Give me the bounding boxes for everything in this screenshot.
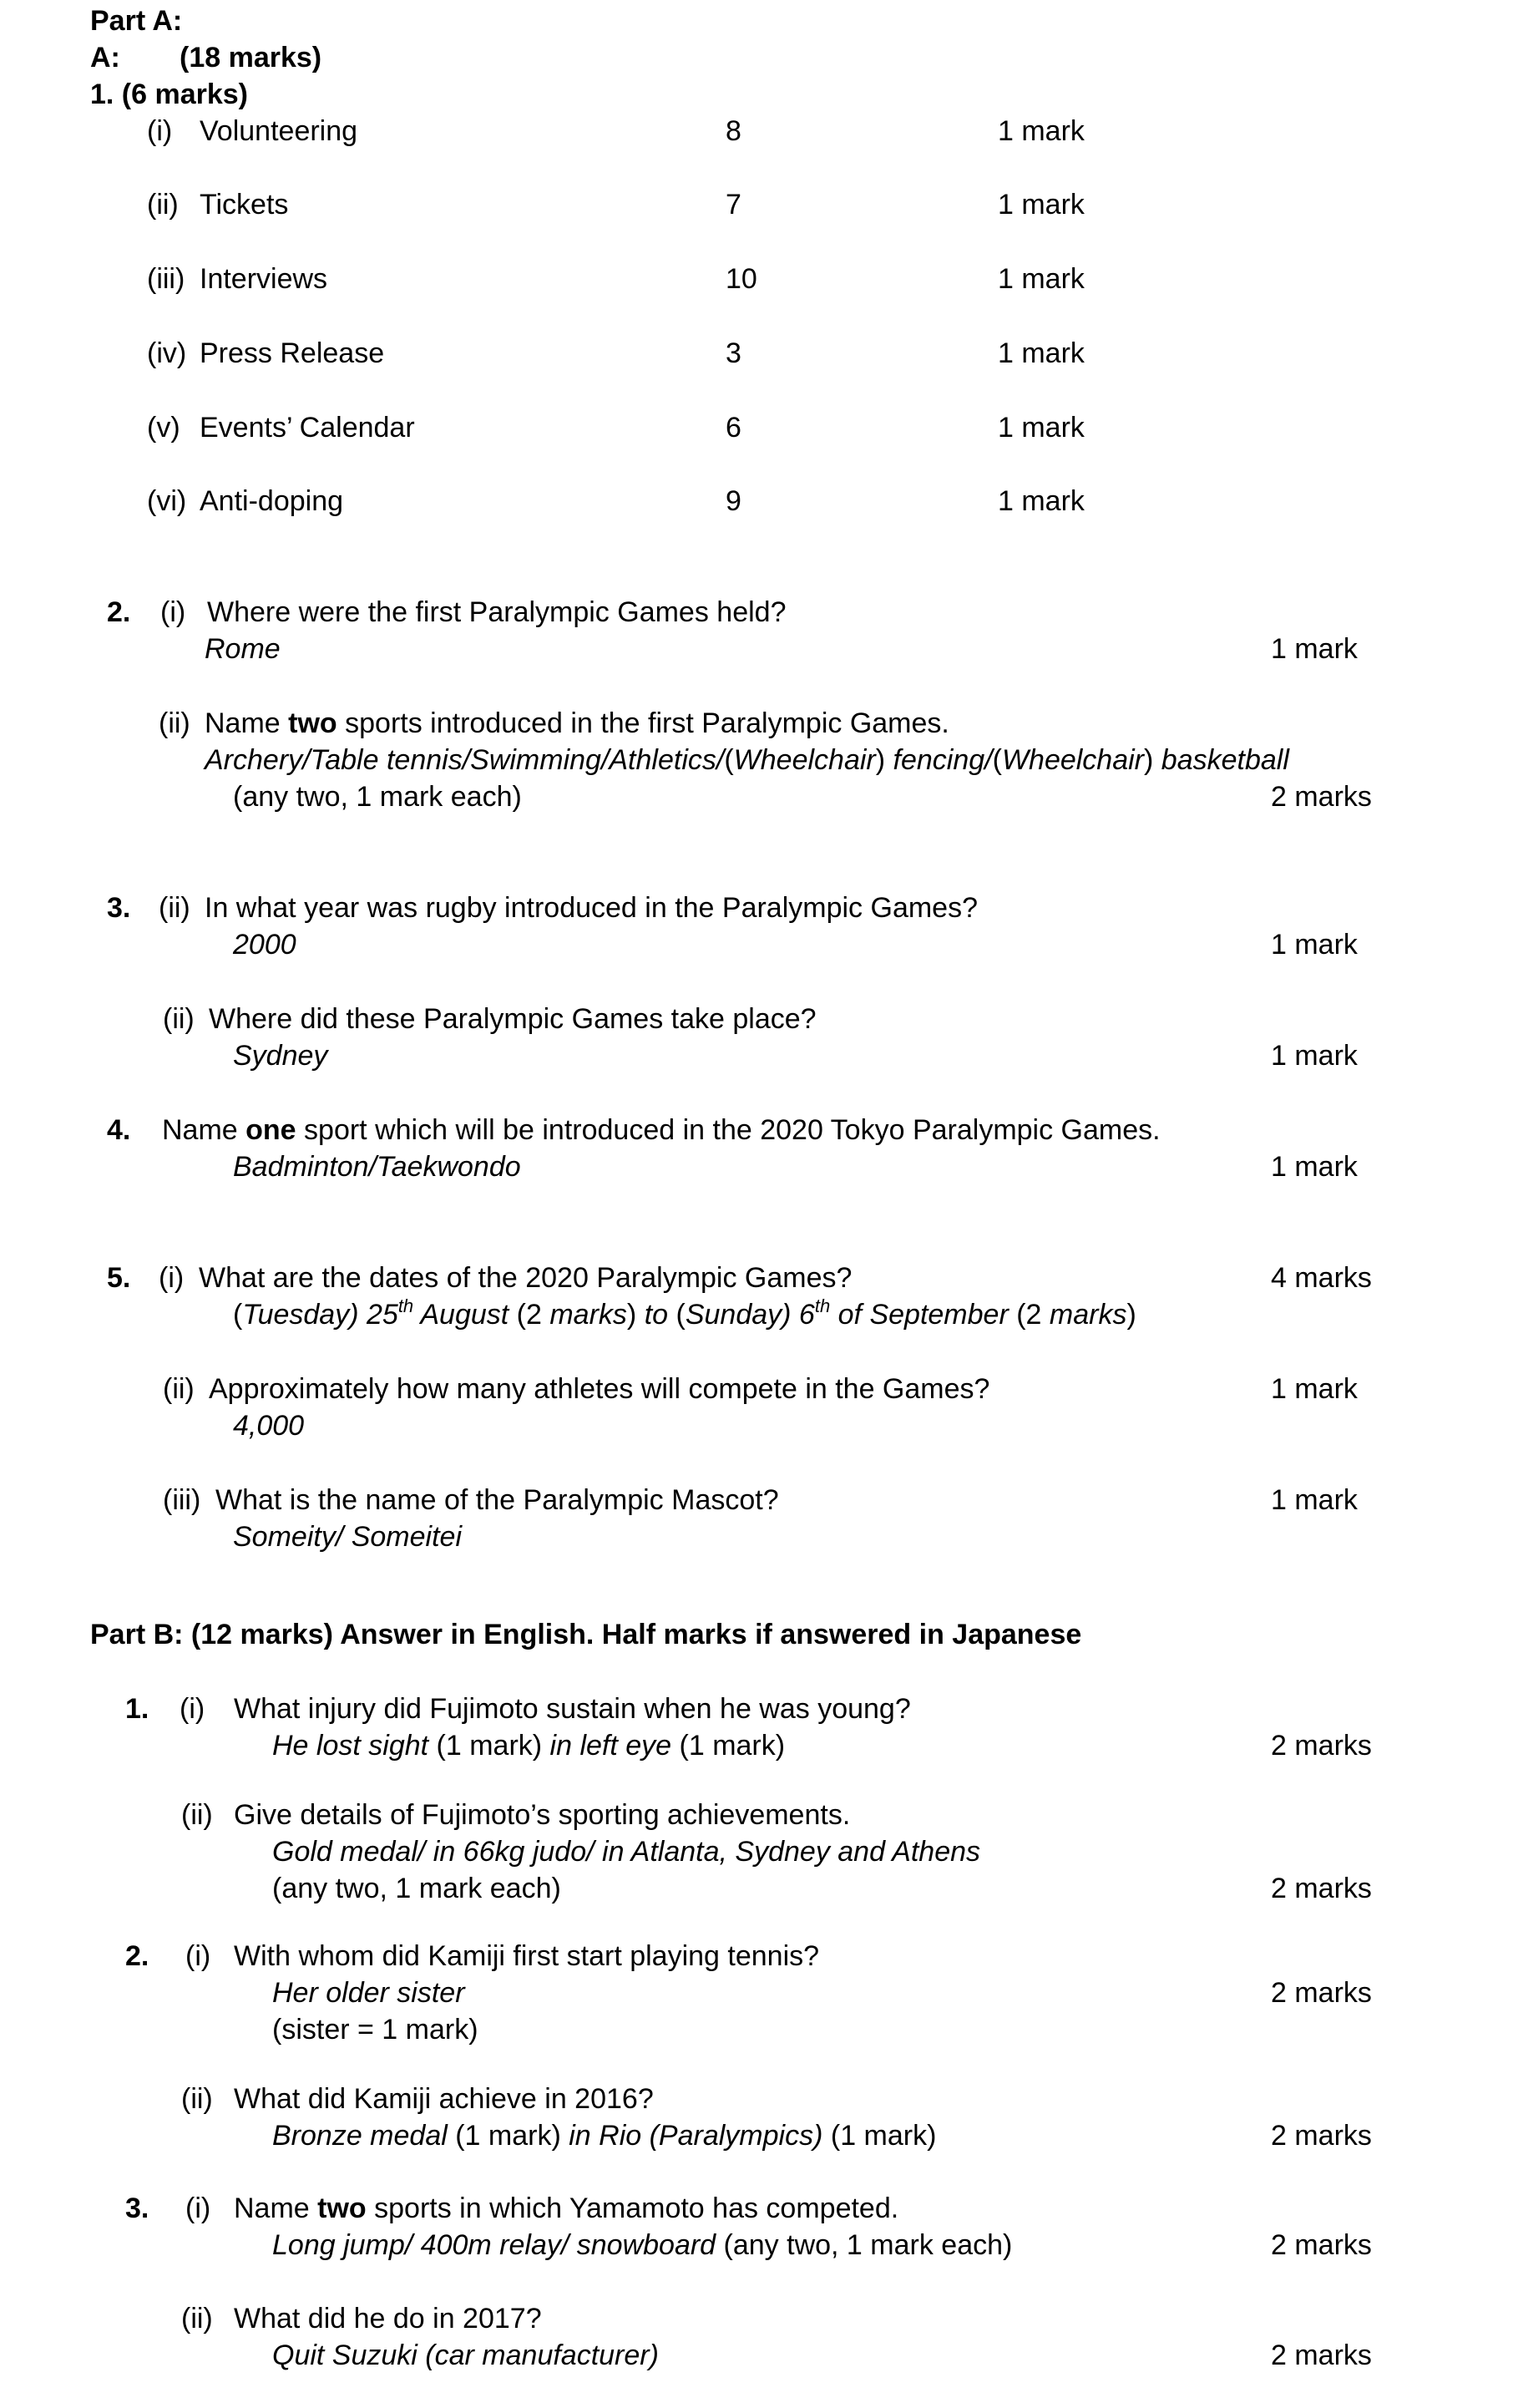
row-number: (vi): [147, 485, 187, 517]
part-a-heading: Part A:: [90, 5, 183, 37]
q2-ii-mark: 2 marks: [1271, 781, 1372, 813]
q2-number: 2.: [107, 596, 131, 628]
b-q3-ii-mark: 2 marks: [1271, 2340, 1372, 2371]
b-q2-ii-number: (ii): [181, 2083, 213, 2115]
row-mark: 1 mark: [998, 263, 1085, 295]
b-q3-i-answer: Long jump/ 400m relay/ snowboard (any two, 1 mark each): [272, 2229, 1013, 2261]
row-mark: 1 mark: [998, 337, 1085, 369]
section-a-label: A:: [90, 42, 120, 74]
b-q1-ii-answer: Gold medal/ in 66kg judo/ in Atlanta, Sydney and Athens: [272, 1836, 981, 1868]
q2-i-question: Where were the first Paralympic Games held?: [207, 596, 787, 628]
part-b-heading: Part B: (12 marks) Answer in English. Half marks if answered in Japanese: [90, 1619, 1082, 1650]
q3-ii-question: Where did these Paralympic Games take place?: [209, 1003, 817, 1035]
q5-iii-number: (iii): [163, 1484, 201, 1516]
q4-answer: Badminton/Taekwondo: [233, 1151, 521, 1183]
q4-question: Name one sport which will be introduced in the 2020 Tokyo Paralympic Games.: [162, 1114, 1161, 1146]
b-q1-ii-note: (any two, 1 mark each): [272, 1873, 561, 1904]
q5-ii-mark: 1 mark: [1271, 1373, 1358, 1405]
row-answer: 3: [726, 337, 741, 369]
b-q2-ii-answer: Bronze medal (1 mark) in Rio (Paralympics) (1 mark): [272, 2120, 937, 2152]
q5-iii-answer: Someity/ Someitei: [233, 1521, 462, 1553]
b-q2-ii-question: What did Kamiji achieve in 2016?: [234, 2083, 654, 2115]
row-item: Interviews: [200, 263, 328, 295]
q5-i-question: What are the dates of the 2020 Paralympic Games?: [199, 1262, 853, 1294]
q3-i-number: (ii): [159, 892, 190, 924]
q2-i-mark: 1 mark: [1271, 633, 1358, 665]
row-number: (iv): [147, 337, 187, 369]
row-answer: 7: [726, 189, 741, 221]
q5-i-mark: 4 marks: [1271, 1262, 1372, 1294]
q3-i-mark: 1 mark: [1271, 929, 1358, 961]
q5-ii-question: Approximately how many athletes will compete in the Games?: [209, 1373, 990, 1405]
b-q2-i-answer: Her older sister: [272, 1977, 465, 2009]
b-q3-i-mark: 2 marks: [1271, 2229, 1372, 2261]
q5-ii-answer: 4,000: [233, 1410, 305, 1442]
row-number: (i): [147, 115, 173, 147]
row-mark: 1 mark: [998, 485, 1085, 517]
q4-number: 4.: [107, 1114, 131, 1146]
q3-ii-answer: Sydney: [233, 1040, 328, 1072]
row-item: Anti-doping: [200, 485, 344, 517]
q3-i-answer: 2000: [233, 929, 296, 961]
b-q1-number: 1.: [125, 1693, 149, 1725]
b-q1-i-answer: He lost sight (1 mark) in left eye (1 mark): [272, 1730, 786, 1762]
row-item: Events’ Calendar: [200, 412, 415, 444]
b-q3-number: 3.: [125, 2193, 149, 2224]
q2-ii-note: (any two, 1 mark each): [233, 781, 522, 813]
q2-i-number: (i): [160, 596, 186, 628]
row-mark: 1 mark: [998, 189, 1085, 221]
b-q2-i-mark: 2 marks: [1271, 1977, 1372, 2009]
q1-heading: 1. (6 marks): [90, 79, 248, 110]
row-answer: 9: [726, 485, 741, 517]
row-number: (v): [147, 412, 180, 444]
row-item: Volunteering: [200, 115, 358, 147]
q5-iii-question: What is the name of the Paralympic Mascot?: [215, 1484, 779, 1516]
row-answer: 8: [726, 115, 741, 147]
b-q3-ii-question: What did he do in 2017?: [234, 2303, 542, 2334]
q4-mark: 1 mark: [1271, 1151, 1358, 1183]
q3-i-question: In what year was rugby introduced in the Paralympic Games?: [205, 892, 979, 924]
b-q2-number: 2.: [125, 1940, 149, 1972]
b-q3-i-number: (i): [185, 2193, 211, 2224]
b-q3-i-question: Name two sports in which Yamamoto has competed.: [234, 2193, 899, 2224]
q5-i-number: (i): [159, 1262, 185, 1294]
row-number: (iii): [147, 263, 185, 295]
q5-iii-mark: 1 mark: [1271, 1484, 1358, 1516]
q2-ii-number: (ii): [159, 707, 190, 739]
b-q2-i-note: (sister = 1 mark): [272, 2014, 478, 2046]
b-q1-ii-question: Give details of Fujimoto’s sporting achievements.: [234, 1799, 851, 1831]
q2-ii-question: Name two sports introduced in the first Paralympic Games.: [205, 707, 949, 739]
b-q2-ii-mark: 2 marks: [1271, 2120, 1372, 2152]
b-q1-i-question: What injury did Fujimoto sustain when he was young?: [234, 1693, 911, 1725]
b-q2-i-question: With whom did Kamiji first start playing tennis?: [234, 1940, 820, 1972]
row-mark: 1 mark: [998, 115, 1085, 147]
b-q1-ii-mark: 2 marks: [1271, 1873, 1372, 1904]
section-a-marks: (18 marks): [180, 42, 322, 74]
row-item: Press Release: [200, 337, 385, 369]
q2-ii-answer: Archery/Table tennis/Swimming/Athletics/(Wheelchair) fencing/(Wheelchair) basketball: [205, 744, 1289, 776]
q5-ii-number: (ii): [163, 1373, 195, 1405]
b-q3-ii-number: (ii): [181, 2303, 213, 2334]
b-q1-ii-number: (ii): [181, 1799, 213, 1831]
b-q1-i-mark: 2 marks: [1271, 1730, 1372, 1762]
row-number: (ii): [147, 189, 179, 221]
q5-number: 5.: [107, 1262, 131, 1294]
q3-ii-number: (ii): [163, 1003, 195, 1035]
q2-i-answer: Rome: [205, 633, 281, 665]
q3-ii-mark: 1 mark: [1271, 1040, 1358, 1072]
b-q3-ii-answer: Quit Suzuki (car manufacturer): [272, 2340, 659, 2371]
row-answer: 6: [726, 412, 741, 444]
row-item: Tickets: [200, 189, 289, 221]
b-q2-i-number: (i): [185, 1940, 211, 1972]
q3-number: 3.: [107, 892, 131, 924]
b-q1-i-number: (i): [180, 1693, 205, 1725]
q5-i-answer: (Tuesday) 25th August (2 marks) to (Sunday) 6th of September (2 marks): [233, 1295, 1136, 1331]
row-answer: 10: [726, 263, 757, 295]
row-mark: 1 mark: [998, 412, 1085, 444]
